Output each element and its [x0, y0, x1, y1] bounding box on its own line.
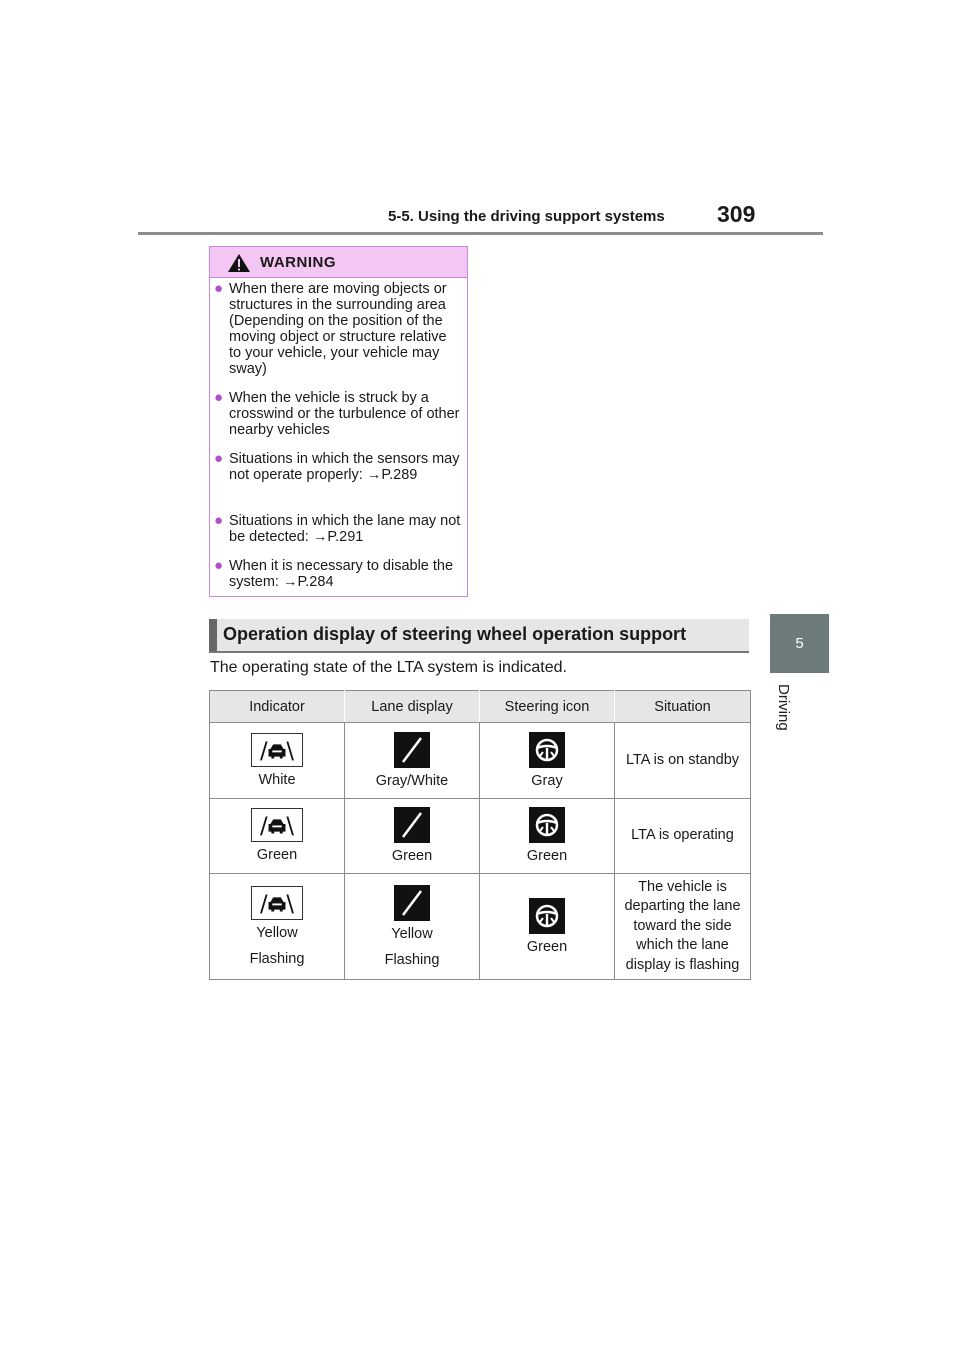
warning-item: ● When the vehicle is struck by a crosswind or the turbulence of other nearby vehicles: [214, 389, 460, 438]
lta-status-table: [209, 690, 751, 980]
warning-box: [209, 246, 468, 597]
header-divider: [138, 232, 823, 235]
page-number: 309: [717, 201, 756, 227]
bullet-icon: ●: [214, 280, 224, 297]
table-row: [210, 874, 751, 980]
section-title-header: 5-5. Using the driving support systems: [388, 208, 665, 225]
indicator-color: Yellow: [256, 924, 298, 941]
lane-assist-car-icon: [251, 733, 303, 767]
lane-display-note: Flashing: [384, 951, 440, 968]
steering-icon-color: Green: [526, 848, 568, 864]
warning-item: ● Situations in which the sensors may not operate properly: →P.289: [214, 450, 460, 483]
steering-wheel-icon: [529, 732, 565, 768]
section-accent: [209, 619, 217, 651]
col-header-situation: Situation: [615, 691, 751, 723]
situation-text: LTA is operating: [631, 827, 734, 844]
lane-assist-car-icon: [251, 808, 303, 842]
lane-line-icon: [394, 885, 430, 921]
chapter-number: 5: [795, 635, 804, 652]
bullet-icon: ●: [214, 557, 224, 574]
warning-item: ● When it is necessary to disable the system: →P.284: [214, 557, 454, 590]
bullet-icon: ●: [214, 389, 224, 406]
table-row: [210, 723, 751, 799]
col-header-steering-icon: Steering icon: [480, 691, 615, 723]
steering-icon-color: Gray: [531, 772, 563, 789]
situation-text: The vehicle is departing the lane toward the side which the lane display is flashing: [624, 878, 741, 973]
steering-wheel-icon: [529, 807, 565, 843]
lane-display-color: Gray/White: [375, 772, 449, 789]
steering-wheel-icon: [529, 898, 565, 934]
chapter-label: Driving: [775, 684, 792, 731]
section-heading: Operation display of steering wheel operation support: [223, 624, 687, 644]
warning-item: ● When there are moving objects or structures in the surrounding area (Depending on the position of the moving object or structure relative to your vehicle, your vehicle may sway): [214, 280, 447, 377]
lane-display-color: Green: [391, 848, 433, 864]
table-row: [210, 799, 751, 874]
indicator-note: Flashing: [249, 950, 305, 967]
warning-title: WARNING: [260, 254, 336, 271]
situation-text: LTA is on standby: [625, 751, 740, 768]
warning-triangle-icon: [227, 253, 251, 273]
lane-assist-car-icon: [251, 886, 303, 920]
col-header-indicator: Indicator: [210, 691, 345, 723]
chapter-tab: [770, 614, 829, 673]
lane-line-icon: [394, 807, 430, 843]
section-heading-bar: [209, 619, 749, 653]
intro-text: The operating state of the LTA system is indicated.: [210, 659, 567, 676]
steering-icon-color: Green: [526, 938, 568, 955]
table-header-row: [210, 691, 751, 723]
bullet-icon: ●: [214, 450, 224, 467]
col-header-lane-display: Lane display: [345, 691, 480, 723]
bullet-icon: ●: [214, 512, 224, 529]
indicator-color: White: [258, 771, 296, 788]
lane-display-color: Yellow: [391, 925, 433, 942]
warning-item: ● Situations in which the lane may not be detected: →P.291: [214, 512, 461, 545]
indicator-color: Green: [256, 847, 298, 863]
warning-header: [210, 247, 467, 278]
lane-line-icon: [394, 732, 430, 768]
